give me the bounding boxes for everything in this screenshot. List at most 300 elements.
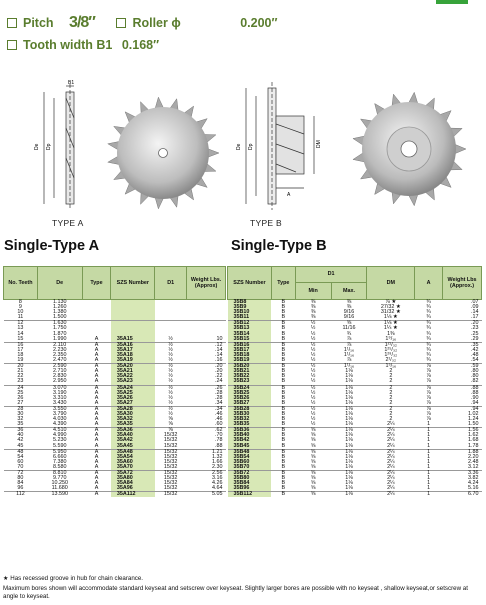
szs-cell: 35B54 (228, 455, 272, 460)
type-cell: A (94, 410, 99, 417)
dm-cell: 2¹/₃₂ (367, 358, 415, 364)
szs-cell: 35B35 (228, 422, 272, 428)
weight-cell: .28 (215, 389, 223, 396)
szs-cell: 35B28 (228, 406, 272, 412)
min-cell: ½ (310, 389, 316, 396)
a-cell: ¾ (415, 358, 443, 364)
d1-cell: ½ (168, 346, 173, 353)
de-cell: 6.660 (52, 453, 67, 460)
weight-cell: .82 (443, 379, 482, 385)
tooth-width-label: Tooth width B1 (23, 38, 113, 52)
a-cell: ⅞ (415, 401, 443, 407)
type-cell: A (94, 427, 99, 434)
a-cell: ¾ (426, 309, 431, 316)
de-cell: 2.230 (52, 346, 67, 353)
min-cell: ⅝ (310, 458, 316, 465)
d1-cell: ½ (155, 337, 187, 343)
d1-cell: 15/32 (163, 432, 178, 439)
szs-cell: 35B13 (228, 326, 272, 331)
type-cell: A (94, 384, 99, 391)
de-cell: 2.350 (52, 351, 67, 358)
weight-cell: .34 (187, 401, 226, 407)
max-cell: 1⅛ (345, 405, 353, 412)
weight-cell: 1.56 (468, 427, 479, 434)
szs-cell: 35A42 (111, 438, 155, 443)
min-cell: ½ (295, 422, 331, 428)
type-cell: B (281, 405, 286, 412)
weight-cell: 1.02 (468, 410, 479, 417)
weight-cell: .07 (471, 299, 479, 305)
a-cell: 1 (415, 486, 443, 492)
a-cell: ⅞ (415, 379, 443, 385)
tooth-width-value: 0.168″ (121, 38, 160, 52)
teeth-cell: 30 (17, 410, 24, 417)
min-cell: ½ (310, 373, 316, 380)
min-cell: ½ (310, 384, 316, 391)
a-cell: ⅞ (426, 384, 431, 391)
de-cell: 1.630 (52, 320, 67, 327)
dm-cell: 1¼ ★ (383, 325, 398, 332)
type-cell: A (82, 337, 111, 343)
type-cell: A (94, 346, 99, 353)
min-cell: ½ (310, 325, 316, 332)
teeth-cell: 48 (17, 448, 24, 455)
szs-cell: 35A25 (111, 391, 155, 396)
weight-cell: 3.12 (443, 465, 482, 471)
col-szs-header: SZS Number (111, 267, 155, 300)
szs-cell: 35B22 (228, 374, 272, 379)
min-cell: ½ (310, 410, 316, 417)
d1-cell: ½ (168, 363, 173, 370)
max-cell: 1¹/₁₆ (343, 346, 355, 353)
d1-cell: ⅝ (168, 416, 173, 423)
dm-cell: 2 (389, 373, 393, 380)
teeth-cell: 36 (17, 427, 24, 434)
max-cell: 1⅛ (331, 465, 367, 471)
szs-cell: 35B70 (228, 465, 272, 471)
szs-cell: 35A24 (111, 385, 155, 391)
type-cell: B (271, 337, 295, 343)
teeth-cell: 32 (17, 416, 24, 423)
szs-cell: 35B30 (228, 412, 272, 417)
min-cell: ½ (310, 416, 316, 423)
type-cell: A (94, 416, 99, 423)
de-cell: 2.950 (37, 379, 82, 385)
weight-cell: .29 (443, 337, 482, 343)
d1-cell: ½ (168, 351, 173, 358)
pitch-value: 3/8″ (69, 14, 95, 31)
weight-cell: .90 (471, 394, 479, 401)
pitch-label: Pitch (23, 16, 54, 30)
dm-cell: 1²¹/₃₂ (384, 341, 397, 348)
type-a-section-drawing (30, 78, 100, 213)
max-cell: ⅞ (346, 341, 352, 348)
a-cell: ¾ (426, 320, 431, 327)
weight-cell: .14 (215, 351, 223, 358)
weight-cell: 1.66 (212, 458, 223, 465)
dm-cell: 27/32 ★ (380, 304, 401, 311)
max-cell: ⅜ (346, 299, 352, 305)
weight-cell: .17 (443, 315, 482, 321)
max-cell: 1⅛ (345, 373, 353, 380)
min-cell: ½ (310, 346, 316, 353)
a-cell: ⅞ (426, 416, 431, 423)
type-b-de-label: De (236, 143, 242, 150)
max-cell: 1⅛ (345, 432, 353, 439)
min-cell: ½ (310, 351, 316, 358)
roller-checkbox-icon (116, 18, 126, 28)
max-cell: 1⅛ (345, 368, 353, 375)
type-cell: B (281, 368, 286, 375)
type-cell: A (94, 448, 99, 455)
szs-cell: 35B36 (228, 428, 272, 434)
weight-cell: .09 (471, 304, 479, 311)
szs-cell: 35A23 (111, 379, 155, 385)
szs-cell: 35A84 (111, 481, 155, 486)
a-cell: ¾ (415, 337, 443, 343)
d1-cell: 15/32 (163, 437, 178, 444)
de-cell: 8.580 (37, 465, 82, 471)
de-cell: 3.790 (52, 410, 67, 417)
max-cell: 1⅛ (345, 458, 353, 465)
type-cell: A (82, 379, 111, 385)
type-cell: B (281, 416, 286, 423)
col-d1-b-header: D1 (295, 267, 367, 283)
szs-cell: 35B21 (228, 369, 272, 374)
szs-cell: 35B10 (228, 310, 272, 315)
weight-cell: .20 (471, 320, 479, 327)
weight-cell: .78 (215, 437, 223, 444)
teeth-cell: 84 (17, 480, 24, 487)
teeth-cell: 21 (17, 368, 24, 375)
teeth-cell: 23 (4, 379, 38, 385)
dm-cell: 2 (389, 368, 393, 375)
de-dimension-label: De (34, 143, 40, 150)
weight-cell: 2.48 (468, 458, 479, 465)
type-cell: B (281, 437, 286, 444)
type-cell: B (281, 427, 286, 434)
type-cell: B (271, 401, 295, 407)
col-type-b-header: Type (271, 267, 295, 300)
dm-cell: 2¼ (387, 491, 395, 498)
col-weight-b-header: Weight Lbs (Approx.) (443, 267, 482, 300)
min-cell: ½ (295, 337, 331, 343)
de-cell: 3.550 (52, 405, 67, 412)
max-cell: 1⅛ (345, 475, 353, 482)
type-cell: B (281, 475, 286, 482)
teeth-cell: 70 (4, 465, 38, 471)
max-cell: 1⅛ (331, 422, 367, 428)
min-cell: ½ (310, 394, 316, 401)
max-cell: ⅝ (346, 320, 352, 327)
de-cell: 2.470 (37, 358, 82, 364)
type-cell: B (271, 444, 295, 450)
weight-cell: .24 (187, 379, 226, 385)
d1-cell: ½ (168, 410, 173, 417)
szs-cell: 35A48 (111, 449, 155, 455)
dm-cell: 2 (389, 405, 393, 412)
max-cell: 1⅛ (331, 379, 367, 385)
weight-cell: 2.20 (468, 453, 479, 460)
type-cell: A (94, 394, 99, 401)
teeth-cell: 24 (17, 384, 24, 391)
dm-cell: 1⁹/₁₆ (367, 337, 415, 343)
teeth-cell: 60 (17, 458, 24, 465)
szs-cell: 35A27 (111, 401, 155, 407)
a-cell: ¾ (426, 351, 431, 358)
col-teeth-header: No. Teeth (4, 267, 38, 300)
de-cell: 4.990 (52, 432, 67, 439)
max-cell: 1¹/₁₆ (343, 351, 355, 358)
szs-cell: 35B17 (228, 348, 272, 353)
d1-cell: ½ (168, 368, 173, 375)
type-cell: B (281, 299, 286, 305)
dp-dimension-label: Dp (46, 143, 52, 150)
szs-cell: 35A30 (111, 412, 155, 417)
d1-cell: ⅝ (155, 422, 187, 428)
teeth-cell: 26 (17, 394, 24, 401)
a-cell: 1 (415, 422, 443, 428)
dm-cell: 1⅛ ★ (367, 315, 415, 321)
type-cell: B (281, 394, 286, 401)
szs-cell: 35A15 (111, 337, 155, 343)
weight-cell: .20 (215, 363, 223, 370)
a-cell: ¾ (426, 325, 431, 332)
max-cell: ¾ (346, 330, 352, 337)
min-cell: ⅝ (310, 470, 316, 476)
type-cell: B (281, 320, 286, 327)
weight-cell: 1.68 (468, 437, 479, 444)
weight-cell: 3.16 (212, 475, 223, 482)
szs-cell: 35A28 (111, 406, 155, 412)
tooth-width-spec (7, 38, 159, 52)
de-cell: 1.260 (52, 304, 67, 311)
dm-cell: 2 (389, 410, 393, 417)
szs-cell: 35B16 (228, 342, 272, 348)
d1-cell: 15/32 (163, 448, 178, 455)
weight-cell: .20 (215, 368, 223, 375)
col-weight-header: Weight Lbs. (Approx) (187, 267, 226, 300)
szs-cell: 35B9 (228, 305, 272, 310)
a-cell: ¾ (426, 346, 431, 353)
a-dimension-label: A (287, 192, 291, 198)
szs-cell: 35B19 (228, 358, 272, 364)
szs-cell: 35B96 (228, 486, 272, 492)
dm-cell: 31/32 ★ (380, 309, 401, 316)
szs-cell: 35A32 (111, 417, 155, 422)
de-cell: 1.750 (52, 325, 67, 332)
teeth-cell: 17 (17, 346, 24, 353)
szs-cell: 35A19 (111, 358, 155, 364)
min-cell: ⅝ (310, 475, 316, 482)
type-cell: B (271, 422, 295, 428)
szs-cell: 35A16 (111, 342, 155, 348)
dm-cell: 2¼ (387, 470, 395, 476)
type-cell: A (94, 475, 99, 482)
a-cell: 1 (427, 470, 431, 476)
type-b-table (227, 266, 482, 497)
de-cell: 1.870 (52, 330, 67, 337)
max-cell: 1¹/₁₆ (343, 363, 355, 370)
de-cell: 11.680 (37, 486, 82, 492)
type-cell: A (94, 389, 99, 396)
d1-cell: ½ (155, 358, 187, 364)
dm-cell: 1⁵/₁₆ (385, 363, 397, 370)
a-cell: 1 (427, 458, 431, 465)
weight-cell: .48 (471, 351, 479, 358)
de-cell: 1.500 (37, 315, 82, 321)
d1-cell: 15/32 (163, 491, 178, 498)
type-cell: B (281, 351, 286, 358)
dm-dimension-label: DM (316, 140, 322, 148)
d1-cell: 15/32 (163, 470, 178, 476)
weight-cell: .80 (471, 368, 479, 375)
szs-cell: 35A18 (111, 353, 155, 358)
type-cell: B (281, 346, 286, 353)
weight-cell: .88 (471, 384, 479, 391)
min-cell: ⅝ (295, 444, 331, 450)
max-cell: 1⅛ (345, 448, 353, 455)
max-cell: 1⅛ (345, 437, 353, 444)
szs-cell: 35B32 (228, 417, 272, 422)
szs-cell: 35B84 (228, 481, 272, 486)
min-cell: ½ (310, 341, 316, 348)
de-cell: 3.430 (37, 401, 82, 407)
weight-cell: .70 (215, 432, 223, 439)
max-cell: 1⅛ (345, 491, 353, 498)
col-type-header: Type (82, 267, 111, 300)
max-cell: 9/16 (343, 309, 355, 316)
teeth-cell: 9 (18, 304, 22, 311)
type-b-caption: TYPE B (250, 218, 283, 228)
note-maximum-bores: Maximum bores shown will accommodate standard keyseat and setscrew over keyseat. Slightly larger bores are possible with no keyseat , shallow keyseat,or setscrew at angle to keyseat. (3, 585, 468, 600)
dm-cell: 2 (367, 379, 415, 385)
weight-cell: .80 (471, 373, 479, 380)
weight-cell: 4.26 (212, 480, 223, 487)
teeth-cell: 22 (17, 373, 24, 380)
type-cell: A (94, 480, 99, 487)
min-cell: ⅝ (310, 453, 316, 460)
szs-cell: 35A80 (111, 476, 155, 481)
de-cell: 3.310 (52, 394, 67, 401)
szs-cell: 35B23 (228, 379, 272, 385)
roller-value: 0.200″ (240, 16, 278, 30)
weight-cell: 4.24 (468, 480, 479, 487)
type-cell: A (82, 465, 111, 471)
dm-cell: 2¼ (387, 475, 395, 482)
col-min-header: Min (295, 283, 331, 300)
de-cell: 1.380 (52, 309, 67, 316)
szs-cell: 35B60 (228, 460, 272, 465)
szs-cell: 35B25 (228, 391, 272, 396)
type-a-caption: TYPE A (52, 218, 84, 228)
max-cell: 1⅛ (345, 384, 353, 391)
teeth-cell: 19 (4, 358, 38, 364)
max-cell: ⅜ (346, 304, 352, 311)
weight-cell: 1.21 (212, 448, 223, 455)
teeth-cell: 8 (18, 299, 22, 305)
teeth-cell: 14 (17, 330, 24, 337)
szs-cell: 35A40 (111, 433, 155, 438)
teeth-cell: 11 (4, 315, 38, 321)
weight-cell: 1.50 (443, 422, 482, 428)
min-cell: ⅜ (310, 304, 316, 311)
min-cell: ½ (295, 401, 331, 407)
szs-cell: 35B80 (228, 476, 272, 481)
weight-cell: .23 (471, 325, 479, 332)
weight-cell: 1.88 (468, 448, 479, 455)
type-cell: B (281, 341, 286, 348)
type-cell: B (281, 448, 286, 455)
type-cell: B (281, 432, 286, 439)
type-cell: A (82, 486, 111, 492)
dm-cell: 2¼ (387, 448, 395, 455)
type-cell: B (281, 363, 286, 370)
szs-cell: 35A36 (111, 428, 155, 434)
weight-cell: .88 (471, 389, 479, 396)
szs-cell: 35B40 (228, 433, 272, 438)
type-cell: A (94, 470, 99, 476)
teeth-cell: 42 (17, 437, 24, 444)
d1-cell: ½ (168, 394, 173, 401)
dm-cell: 2 (389, 394, 393, 401)
type-cell: A (94, 432, 99, 439)
weight-cell: .25 (471, 330, 479, 337)
szs-cell: 35A96 (111, 486, 155, 492)
green-corner-tab (436, 0, 468, 4)
type-cell: A (82, 401, 111, 407)
roller-label: Roller ϕ (132, 16, 181, 30)
weight-cell: 10 (187, 337, 226, 343)
min-cell: ⅝ (310, 480, 316, 487)
szs-cell: 35A22 (111, 374, 155, 379)
d1-cell: ½ (155, 401, 187, 407)
max-cell: 1⅛ (345, 410, 353, 417)
szs-cell: 35B112 (228, 492, 272, 498)
min-cell: ⅜ (295, 315, 331, 321)
a-cell: 1 (427, 427, 431, 434)
type-cell: A (94, 341, 99, 348)
type-cell: B (281, 309, 286, 316)
de-cell: 10.250 (51, 480, 68, 487)
type-cell: A (94, 373, 99, 380)
szs-cell: 35B48 (228, 449, 272, 455)
dm-cell: 2¼ (367, 465, 415, 471)
weight-cell: .42 (471, 346, 479, 353)
type-cell: A (82, 444, 111, 450)
dm-cell: 2¼ (387, 432, 395, 439)
tooth-width-checkbox-icon (7, 40, 17, 50)
szs-cell: 35B11 (228, 315, 272, 321)
weight-cell: .88 (187, 444, 226, 450)
szs-cell: 35A60 (111, 460, 155, 465)
min-cell: ⅝ (310, 432, 316, 439)
teeth-cell: 16 (17, 341, 24, 348)
type-a-title: Single-Type A (4, 238, 100, 254)
min-cell: ½ (310, 330, 316, 337)
weight-cell: 5.16 (443, 486, 482, 492)
min-cell: ½ (310, 368, 316, 375)
col-dm-header: DM (367, 267, 415, 300)
szs-cell: 35A17 (111, 348, 155, 353)
type-cell: A (94, 491, 99, 498)
min-cell: ⅝ (295, 486, 331, 492)
d1-cell: 15/32 (163, 480, 178, 487)
min-cell: ½ (310, 405, 316, 412)
max-cell: ⅞ (331, 358, 367, 364)
a-cell: ⅞ (426, 373, 431, 380)
type-cell: B (281, 373, 286, 380)
